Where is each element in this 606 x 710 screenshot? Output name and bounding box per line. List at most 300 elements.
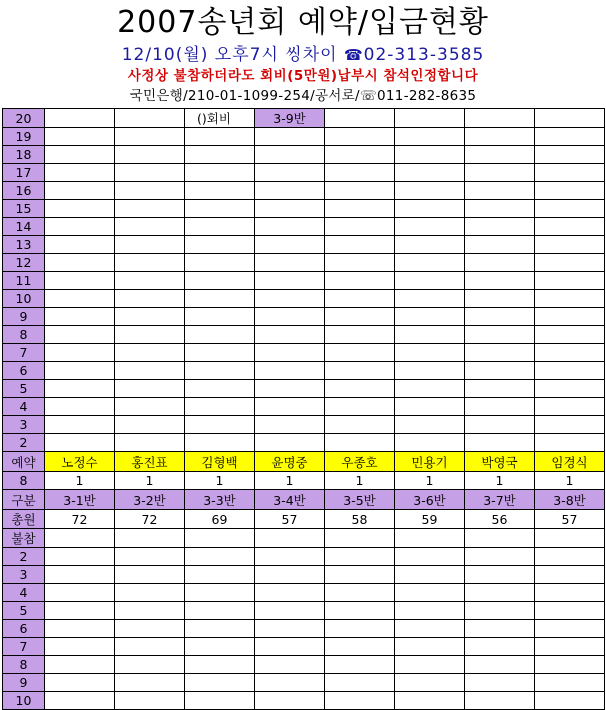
cell: [45, 674, 115, 692]
cell: [465, 566, 535, 584]
cell: [325, 146, 395, 164]
grid-row: [3, 164, 605, 182]
cell: [325, 200, 395, 218]
grid-row: [3, 584, 605, 602]
total-cell: 72: [45, 510, 115, 529]
bank-account: 국민은행/210-01-1099-254/공서로/: [129, 88, 360, 104]
total-label: 총원: [3, 510, 45, 529]
cell: [325, 218, 395, 236]
cell: [535, 434, 605, 452]
class-cell: 3-2반: [115, 490, 185, 510]
cell: [185, 182, 255, 200]
row-number: 3: [3, 566, 45, 584]
cell: [395, 182, 465, 200]
cell: [465, 362, 535, 380]
cell: [255, 529, 325, 548]
cell: [325, 548, 395, 566]
cell: [255, 128, 325, 146]
reservation-name-row: [3, 452, 605, 472]
row-number: 15: [3, 200, 45, 218]
row-number: 4: [3, 398, 45, 416]
cell: [535, 200, 605, 218]
cell: [535, 146, 605, 164]
cell: [535, 638, 605, 656]
cell: [395, 380, 465, 398]
cell: [255, 656, 325, 674]
cell: [255, 326, 325, 344]
cell: [115, 128, 185, 146]
row-number: 8: [3, 326, 45, 344]
grid-row: [3, 290, 605, 308]
cell: [395, 236, 465, 254]
total-cell: 57: [255, 510, 325, 529]
cell: [395, 308, 465, 326]
cell: [45, 326, 115, 344]
cell: [465, 128, 535, 146]
cell: [115, 200, 185, 218]
row-number: 3: [3, 416, 45, 434]
cell: [255, 362, 325, 380]
cell: [185, 548, 255, 566]
cell: [325, 272, 395, 290]
cell: [45, 620, 115, 638]
cell: [535, 416, 605, 434]
cell: [465, 620, 535, 638]
class-cell: 3-9반: [255, 109, 325, 128]
cell: [535, 164, 605, 182]
cell: [465, 218, 535, 236]
cell: [255, 638, 325, 656]
cell: [465, 584, 535, 602]
cell: [45, 146, 115, 164]
cell: [535, 109, 605, 128]
row-number: 5: [3, 380, 45, 398]
header: [0, 0, 606, 108]
cell: [325, 566, 395, 584]
cell: [185, 584, 255, 602]
cell: [185, 380, 255, 398]
class-cell: 3-6반: [395, 490, 465, 510]
cell: [115, 290, 185, 308]
cell: [255, 692, 325, 710]
cell: [185, 692, 255, 710]
cell: [325, 380, 395, 398]
count-cell: 1: [45, 472, 115, 490]
cell: [535, 218, 605, 236]
cell: [325, 529, 395, 548]
grid-row: [3, 362, 605, 380]
cell: [185, 638, 255, 656]
cell: [535, 326, 605, 344]
cell: [325, 656, 395, 674]
cell: [45, 548, 115, 566]
cell: [465, 416, 535, 434]
reservation-total: 8: [3, 472, 45, 490]
cell: [185, 416, 255, 434]
row-number: 7: [3, 638, 45, 656]
cell: [45, 602, 115, 620]
cell: [255, 620, 325, 638]
member-name: 박영국: [465, 452, 535, 472]
cell: [45, 416, 115, 434]
cell: [535, 584, 605, 602]
grid-row: [3, 326, 605, 344]
grid-row: [3, 128, 605, 146]
cell: [325, 182, 395, 200]
cell: [255, 290, 325, 308]
cell: [115, 674, 185, 692]
event-phone: 02-313-3585: [363, 45, 485, 65]
cell: [465, 254, 535, 272]
cell: [325, 164, 395, 182]
page-title: 2007송년회 예약/입금현황: [117, 5, 489, 40]
row-number: 8: [3, 656, 45, 674]
row-number: 6: [3, 362, 45, 380]
cell: [45, 362, 115, 380]
cell: [535, 656, 605, 674]
cell: [185, 308, 255, 326]
grid-row: [3, 620, 605, 638]
cell: [115, 529, 185, 548]
cell: [45, 182, 115, 200]
cell: [325, 308, 395, 326]
cell: [45, 344, 115, 362]
total-cell: 57: [535, 510, 605, 529]
total-cell: 72: [115, 510, 185, 529]
count-cell: 1: [115, 472, 185, 490]
cell: [395, 109, 465, 128]
grid-row: [3, 638, 605, 656]
cell: [465, 602, 535, 620]
member-name: 홍진표: [115, 452, 185, 472]
row-number: 13: [3, 236, 45, 254]
cell: [465, 164, 535, 182]
cell: [465, 692, 535, 710]
member-name: 노정수: [45, 452, 115, 472]
cell: [395, 584, 465, 602]
cell: [465, 398, 535, 416]
cell: [255, 434, 325, 452]
cell: [115, 416, 185, 434]
cell: [395, 218, 465, 236]
cell: [45, 398, 115, 416]
cell: [465, 656, 535, 674]
cell: [255, 236, 325, 254]
cell: [185, 344, 255, 362]
cell: [115, 236, 185, 254]
grid-row: [3, 692, 605, 710]
grid-row: [3, 344, 605, 362]
cell: [45, 109, 115, 128]
cell: [465, 308, 535, 326]
cell: [395, 548, 465, 566]
total-cell: 69: [185, 510, 255, 529]
cell: [395, 362, 465, 380]
cell: [255, 380, 325, 398]
class-cell: 3-8반: [535, 490, 605, 510]
cell: [465, 272, 535, 290]
cell: [255, 182, 325, 200]
cell: [395, 164, 465, 182]
cell: [255, 548, 325, 566]
cell: [255, 398, 325, 416]
phone-icon: ☏: [359, 88, 378, 104]
cell: [395, 146, 465, 164]
count-cell: 1: [465, 472, 535, 490]
cell: [465, 146, 535, 164]
cell: [255, 344, 325, 362]
row-number: 9: [3, 674, 45, 692]
cell: [465, 529, 535, 548]
cell: [535, 674, 605, 692]
cell: [535, 692, 605, 710]
row-number: 18: [3, 146, 45, 164]
cell: [465, 674, 535, 692]
cell: [115, 362, 185, 380]
row-number: 14: [3, 218, 45, 236]
count-cell: 1: [255, 472, 325, 490]
cell: [185, 164, 255, 182]
grid-row: [3, 200, 605, 218]
cell: [185, 674, 255, 692]
cell: [465, 326, 535, 344]
cell: [395, 344, 465, 362]
cell: [325, 638, 395, 656]
cell: [185, 434, 255, 452]
cell: [45, 308, 115, 326]
cell: [185, 290, 255, 308]
cell: [395, 416, 465, 434]
member-name: 임경식: [535, 452, 605, 472]
cell: [465, 434, 535, 452]
cell: [535, 566, 605, 584]
cell: [45, 566, 115, 584]
cell: [255, 584, 325, 602]
cell: [325, 674, 395, 692]
grid-row: [3, 434, 605, 452]
class-cell: 3-5반: [325, 490, 395, 510]
reservation-label: 예약: [3, 452, 45, 472]
grid-row: [3, 308, 605, 326]
cell: [45, 128, 115, 146]
cell: [325, 326, 395, 344]
cell: [395, 638, 465, 656]
cell: [255, 272, 325, 290]
cell: [45, 218, 115, 236]
class-cell: 3-3반: [185, 490, 255, 510]
cell: [115, 548, 185, 566]
row-number: 7: [3, 344, 45, 362]
cell: [115, 656, 185, 674]
cell: [185, 254, 255, 272]
member-name: 김형백: [185, 452, 255, 472]
cell: [465, 548, 535, 566]
cell: [255, 254, 325, 272]
cell: [185, 529, 255, 548]
grid-row: [3, 548, 605, 566]
cell: [115, 638, 185, 656]
cell: [45, 529, 115, 548]
contact-phone: 011-282-8635: [377, 88, 477, 104]
cell: [45, 200, 115, 218]
cell: [115, 182, 185, 200]
cell: [325, 109, 395, 128]
row-number: 2: [3, 548, 45, 566]
cell: [255, 308, 325, 326]
total-cell: 59: [395, 510, 465, 529]
grid-row: [3, 398, 605, 416]
cell: [45, 638, 115, 656]
cell: [45, 164, 115, 182]
cell: [395, 272, 465, 290]
grid-row: [3, 254, 605, 272]
cell: [115, 602, 185, 620]
row-number: 4: [3, 584, 45, 602]
cell: [395, 620, 465, 638]
grid-row: [3, 218, 605, 236]
upper-rows: [3, 109, 605, 452]
cell: [535, 362, 605, 380]
grid-row: [3, 182, 605, 200]
cell: [395, 290, 465, 308]
total-cell: 56: [465, 510, 535, 529]
grid-row: [3, 109, 605, 128]
cell: [325, 602, 395, 620]
cell: [465, 380, 535, 398]
cell: [185, 656, 255, 674]
grid-row: [3, 272, 605, 290]
absent-rows: [3, 548, 605, 710]
reservation-count-row: [3, 472, 605, 490]
cell: [395, 602, 465, 620]
cell: [115, 164, 185, 182]
cell: [325, 128, 395, 146]
count-cell: 1: [395, 472, 465, 490]
cell: [255, 566, 325, 584]
cell: [115, 272, 185, 290]
cell: [45, 434, 115, 452]
cell: [255, 218, 325, 236]
cell: [45, 236, 115, 254]
member-name: 우종호: [325, 452, 395, 472]
cell: [395, 200, 465, 218]
cell: [115, 566, 185, 584]
cell: [45, 380, 115, 398]
cell: [115, 146, 185, 164]
cell: [535, 380, 605, 398]
class-cell: 3-7반: [465, 490, 535, 510]
cell: [395, 128, 465, 146]
cell: [115, 109, 185, 128]
cell: [115, 380, 185, 398]
grid-row: [3, 566, 605, 584]
cell: [255, 602, 325, 620]
cell: [325, 584, 395, 602]
cell: [395, 656, 465, 674]
cell: [395, 326, 465, 344]
cell: [465, 290, 535, 308]
cell: [255, 416, 325, 434]
row-number: 5: [3, 602, 45, 620]
cell: [45, 272, 115, 290]
cell: [185, 272, 255, 290]
cell: [325, 398, 395, 416]
cell: [535, 344, 605, 362]
cell: [255, 200, 325, 218]
fee-cell: ()회비: [185, 109, 255, 128]
cell: [45, 290, 115, 308]
cell: [115, 692, 185, 710]
cell: [255, 674, 325, 692]
cell: [185, 236, 255, 254]
bank-info: [0, 87, 606, 105]
class-cell: 3-1반: [45, 490, 115, 510]
cell: [325, 416, 395, 434]
cell: [325, 434, 395, 452]
grid-row: [3, 674, 605, 692]
cell: [185, 620, 255, 638]
cell: [465, 109, 535, 128]
row-number: 2: [3, 434, 45, 452]
cell: [185, 200, 255, 218]
cell: [115, 308, 185, 326]
cell: [395, 566, 465, 584]
cell: [465, 236, 535, 254]
cell: [535, 182, 605, 200]
cell: [115, 254, 185, 272]
count-cell: 1: [535, 472, 605, 490]
grid-row: [3, 416, 605, 434]
grid-row: [3, 236, 605, 254]
member-name: 윤명중: [255, 452, 325, 472]
event-datetime-place: 12/10(월) 오후7시 씽차이: [121, 45, 344, 65]
row-number: 9: [3, 308, 45, 326]
class-cell: 3-4반: [255, 490, 325, 510]
absent-header-row: [3, 529, 605, 548]
cell: [255, 146, 325, 164]
cell: [185, 566, 255, 584]
cell: [115, 326, 185, 344]
grid-row: [3, 656, 605, 674]
cell: [115, 218, 185, 236]
event-info: [0, 44, 606, 66]
cell: [535, 602, 605, 620]
total-cell: 58: [325, 510, 395, 529]
cell: [535, 398, 605, 416]
count-cell: 1: [325, 472, 395, 490]
cell: [45, 584, 115, 602]
row-number: 10: [3, 290, 45, 308]
cell: [325, 290, 395, 308]
cell: [465, 182, 535, 200]
row-number: 20: [3, 109, 45, 128]
cell: [395, 254, 465, 272]
cell: [185, 362, 255, 380]
row-number: 12: [3, 254, 45, 272]
cell: [325, 236, 395, 254]
cell: [325, 362, 395, 380]
row-number: 16: [3, 182, 45, 200]
phone-icon: ☎: [343, 46, 364, 64]
cell: [185, 146, 255, 164]
grid-row: [3, 380, 605, 398]
total-row: [3, 510, 605, 529]
cell: [45, 254, 115, 272]
member-name: 민용기: [395, 452, 465, 472]
row-number: 11: [3, 272, 45, 290]
cell: [325, 620, 395, 638]
fee-notice: 사정상 불참하더라도 회비(5만원)납부시 참석인정합니다: [127, 68, 479, 84]
